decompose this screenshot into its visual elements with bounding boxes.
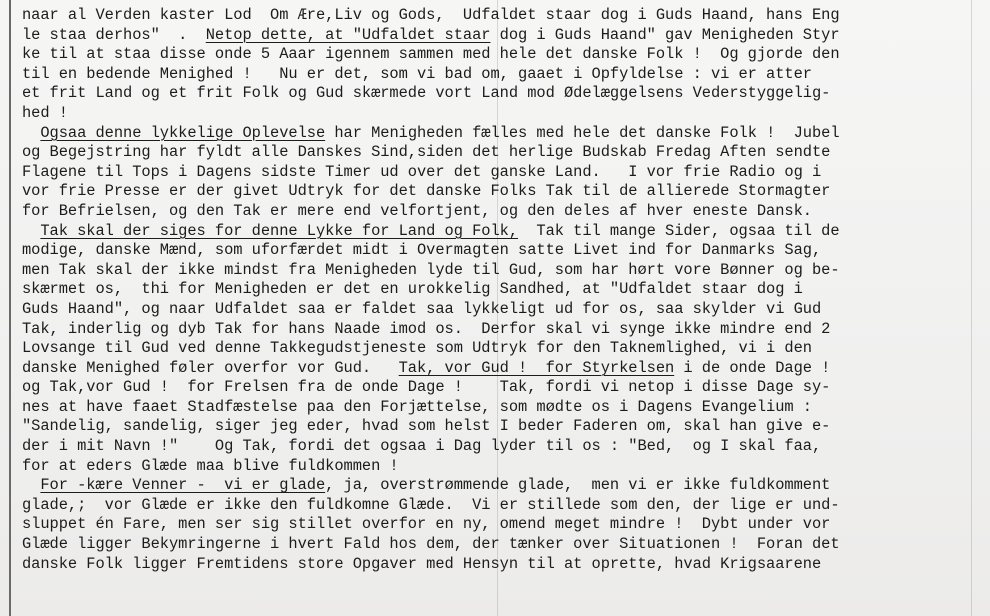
text-line: Guds Haand", og naar Udfaldet saa er faldet saa lykkeligt ud for os, saa skylder vi Gud xyxy=(22,299,822,318)
underlined-phrase: Tak skal der siges for denne Lykke for Land og Folk, xyxy=(40,221,519,240)
text-line: Tak skal der siges for denne Lykke for Land og Folk, Tak til mange Sider, ogsaa til de xyxy=(40,221,840,240)
text-line: danske Folk ligger Fremtidens store Opgaver med Hensyn til at oprette, hvad Krigsaarene xyxy=(22,554,822,573)
underlined-phrase: Ogsaa denne lykkelige Oplevelse xyxy=(40,123,326,142)
text-line: Tak, inderlig og dyb Tak for hans Naade imod os. Derfor skal vi synge ikke mindre end 2 xyxy=(22,319,831,338)
typewritten-text xyxy=(22,6,977,594)
underlined-phrase: Netop dette, at "Udfaldet staar xyxy=(205,25,491,44)
text-line: hed ! xyxy=(22,103,68,122)
text-line: og Tak,vor Gud ! for Frelsen fra de onde Dage ! Tak, fordi vi netop i disse Dage sy- xyxy=(22,378,831,397)
text-line: Flagene til Tops i Dagens sidste Timer ud over det ganske Land. I vor frie Radio og i xyxy=(22,162,822,181)
text-line: danske Menighed føler overfor vor Gud. Tak, vor Gud ! for Styrkelsen i de onde Dage ! xyxy=(22,358,831,377)
text-line: skærmet os, thi for Menigheden er det en urokkelig Sandhed, at "Udfaldet staar dog i xyxy=(22,280,803,299)
text-line: nes at have faaet Stadfæstelse paa den Forjættelse, som mødte os i Dagens Evangelium : xyxy=(22,397,812,416)
text-line: for Befrielsen, og den Tak er mere end velfortjent, og den deles af hver eneste Dansk. xyxy=(22,201,812,220)
text-line: "Sandelig, sandelig, siger jeg eder, hvad som helst I beder Faderen om, skal han give e- xyxy=(22,417,831,436)
text-line: og Begejstring har fyldt alle Danskes Sind,siden det herlige Budskab Fredag Aften sendte xyxy=(22,143,831,162)
text-line: men Tak skal der ikke mindst fra Menigheden lyde til Gud, som har hørt vore Bønner og be- xyxy=(22,260,840,279)
text-line: der i mit Navn !" Og Tak, fordi det ogsaa i Dag lyder til os : "Bed, og I skal faa, xyxy=(22,437,822,456)
text-line: Lovsange til Gud ved denne Takkegudstjeneste som Udtryk for den Taknemlighed, vi i den xyxy=(22,339,812,358)
underlined-phrase: Tak, vor Gud ! for Styrkelsen xyxy=(398,358,675,377)
underlined-phrase: For -kære Venner - vi er glade xyxy=(40,476,326,495)
text-line: et frit Land og et frit Folk og Gud skærmede vort Land mod Ødelæggelsens Vederstyggelig- xyxy=(22,84,831,103)
text-line: naar al Verden kaster Lod Om Ære,Liv og Gods, Udfaldet staar dog i Guds Haand, hans Eng xyxy=(22,6,840,24)
text-line: glade,; vor Glæde er ikke den fuldkomne Glæde. Vi er stillede som den, der lige er und- xyxy=(22,495,840,514)
text-line: ke til at staa disse onde 5 Aaar igennem sammen med hele det danske Folk ! Og gjorde den xyxy=(22,45,840,64)
text-line xyxy=(22,574,977,594)
text-line: for at eders Glæde maa blive fuldkommen ! xyxy=(22,456,399,475)
text-line: For -kære Venner - vi er glade, ja, overstrømmende glade, men vi er ikke fuldkomment xyxy=(40,476,831,495)
text-line: til en bedende Menighed ! Nu er det, som vi bad om, gaaet i Opfyldelse : vi er atter xyxy=(22,64,812,83)
text-line: vor frie Presse er der givet Udtryk for det danske Folks Tak til de allierede Stormagter xyxy=(22,182,831,201)
text-line: sluppet én Fare, men ser sig stillet overfor en ny, omend meget mindre ! Dybt under vor xyxy=(22,515,831,534)
text-line: Ogsaa denne lykkelige Oplevelse har Menigheden fælles med hele det danske Folk ! Jubel xyxy=(40,123,840,142)
text-line: le staa derhos" . Netop dette, at "Udfaldet staar dog i Guds Haand" gav Menigheden Styr xyxy=(22,25,840,44)
left-margin-rule xyxy=(9,0,11,616)
text-line: modige, danske Mænd, som uforfærdet midt i Overmagten satte Livet ind for Danmarks Sag, xyxy=(22,241,822,260)
text-line: Glæde ligger Bekymringerne i hvert Fald hos dem, der tænker over Situationen ! Foran det xyxy=(22,535,840,554)
